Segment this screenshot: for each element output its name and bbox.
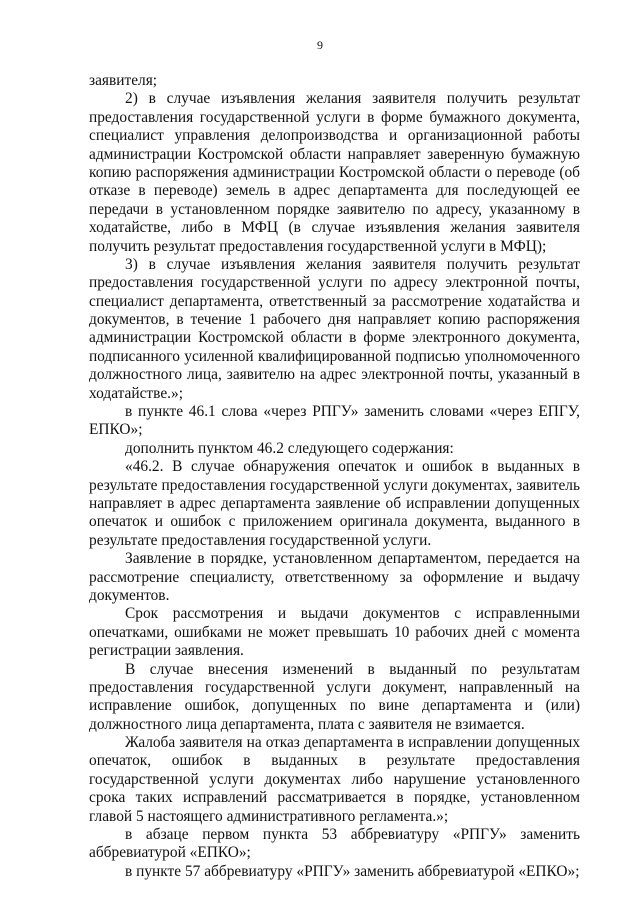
text-line: в пункте 46.1 слова «через РПГУ» заменить словами «через ЕПГУ, <box>125 403 580 421</box>
text-line: заявителя; <box>89 72 158 89</box>
text-line: предоставления государственной услуги по адресу электронной почты, <box>89 274 580 292</box>
text-line: Срок рассмотрения и выдачи документов с исправленными <box>125 605 580 623</box>
text-line: специалист управления делопроизводства и организационной работы <box>89 127 580 145</box>
text-line: должностного лица, заявителю на адрес электронной почты, указанный в <box>89 366 580 384</box>
text-line: срока таких исправлений рассматривается в порядке, установленном <box>89 789 580 807</box>
text-line: регистрации заявления. <box>89 642 244 660</box>
text-line: ходатайстве.»; <box>89 384 183 402</box>
text-line: 2) в случае изъявления желания заявителя получить результат <box>125 90 580 108</box>
text-line: ходатайстве, либо в МФЦ (в случае изъявления желания заявителя <box>89 219 580 237</box>
text-line: подписанного усиленной квалифицированной подписью уполномоченного <box>89 347 580 365</box>
text-line: специалист департамента, ответственный за рассмотрение ходатайства и <box>89 292 580 310</box>
text-line: опечаток и ошибок с приложением оригинала документа, выданного в <box>89 513 580 531</box>
text-line: исправление ошибок, допущенных по вине департамента и (или) <box>89 697 580 715</box>
text-line: передачи в установленном порядке заявителю по адресу, указанному в <box>89 200 580 218</box>
text-line: опечатками, ошибками не может превышать 10 рабочих дней с момента <box>89 623 580 641</box>
document-body <box>89 72 580 881</box>
text-line: документов, в течение 1 рабочего дня направляет копию распоряжения <box>89 311 580 329</box>
text-line: 3) в случае изъявления желания заявителя получить результат <box>125 255 580 273</box>
text-line: ЕПКО»; <box>89 421 143 439</box>
text-line: отказе в переводе) земель в адрес департамента для последующей ее <box>89 182 580 200</box>
text-line: результате предоставления государственной услуги. <box>89 531 432 549</box>
text-line: копию распоряжения администрации Костромской области о переводе (об <box>89 163 580 181</box>
text-line: В случае внесения изменений в выданный по результатам <box>125 660 580 678</box>
text-line: направляет в адрес департамента заявление об исправлении допущенных <box>89 494 580 512</box>
text-line: государственной услуги документах либо нарушение установленного <box>89 770 580 788</box>
text-line: дополнить пунктом 46.2 следующего содержания: <box>125 439 454 457</box>
text-line: «46.2. В случае обнаружения опечаток и ошибок в выданных в <box>125 458 580 476</box>
text-line: главой 5 настоящего административного регламента.»; <box>89 807 449 825</box>
text-line: Заявление в порядке, установленном департаментом, передается на <box>125 550 580 568</box>
text-line: опечаток, ошибок в выданных в результате предоставления <box>89 752 580 770</box>
text-line: администрации Костромской области в форме электронного документа, <box>89 329 580 347</box>
text-line: получить результат предоставления государственной услуги в МФЦ); <box>89 237 547 255</box>
text-line: предоставления государственной услуги документ, направленный на <box>89 678 580 696</box>
text-line: рассмотрение специалисту, ответственному за оформление и выдачу <box>89 568 580 586</box>
text-line: в пункте 57 аббревиатуру «РПГУ» заменить аббревиатурой «ЕПКО»; <box>125 862 580 880</box>
text-line: в абзаце первом пункта 53 аббревиатуру «РПГУ» заменить <box>125 826 580 844</box>
text-line: должностного лица департамента, плата с заявителя не взимается. <box>89 715 525 733</box>
page-number: 9 <box>317 38 323 52</box>
text-line: Жалоба заявителя на отказ департамента в исправлении допущенных <box>125 734 580 752</box>
text-line: результате предоставления государственной услуги документах, заявитель <box>89 476 580 494</box>
text-line: документов. <box>89 586 170 604</box>
text-line: аббревиатурой «ЕПКО»; <box>89 844 251 862</box>
text-line: предоставления государственной услуги в форме бумажного документа, <box>89 108 580 126</box>
text-line: администрации Костромской области направляет заверенную бумажную <box>89 145 580 163</box>
